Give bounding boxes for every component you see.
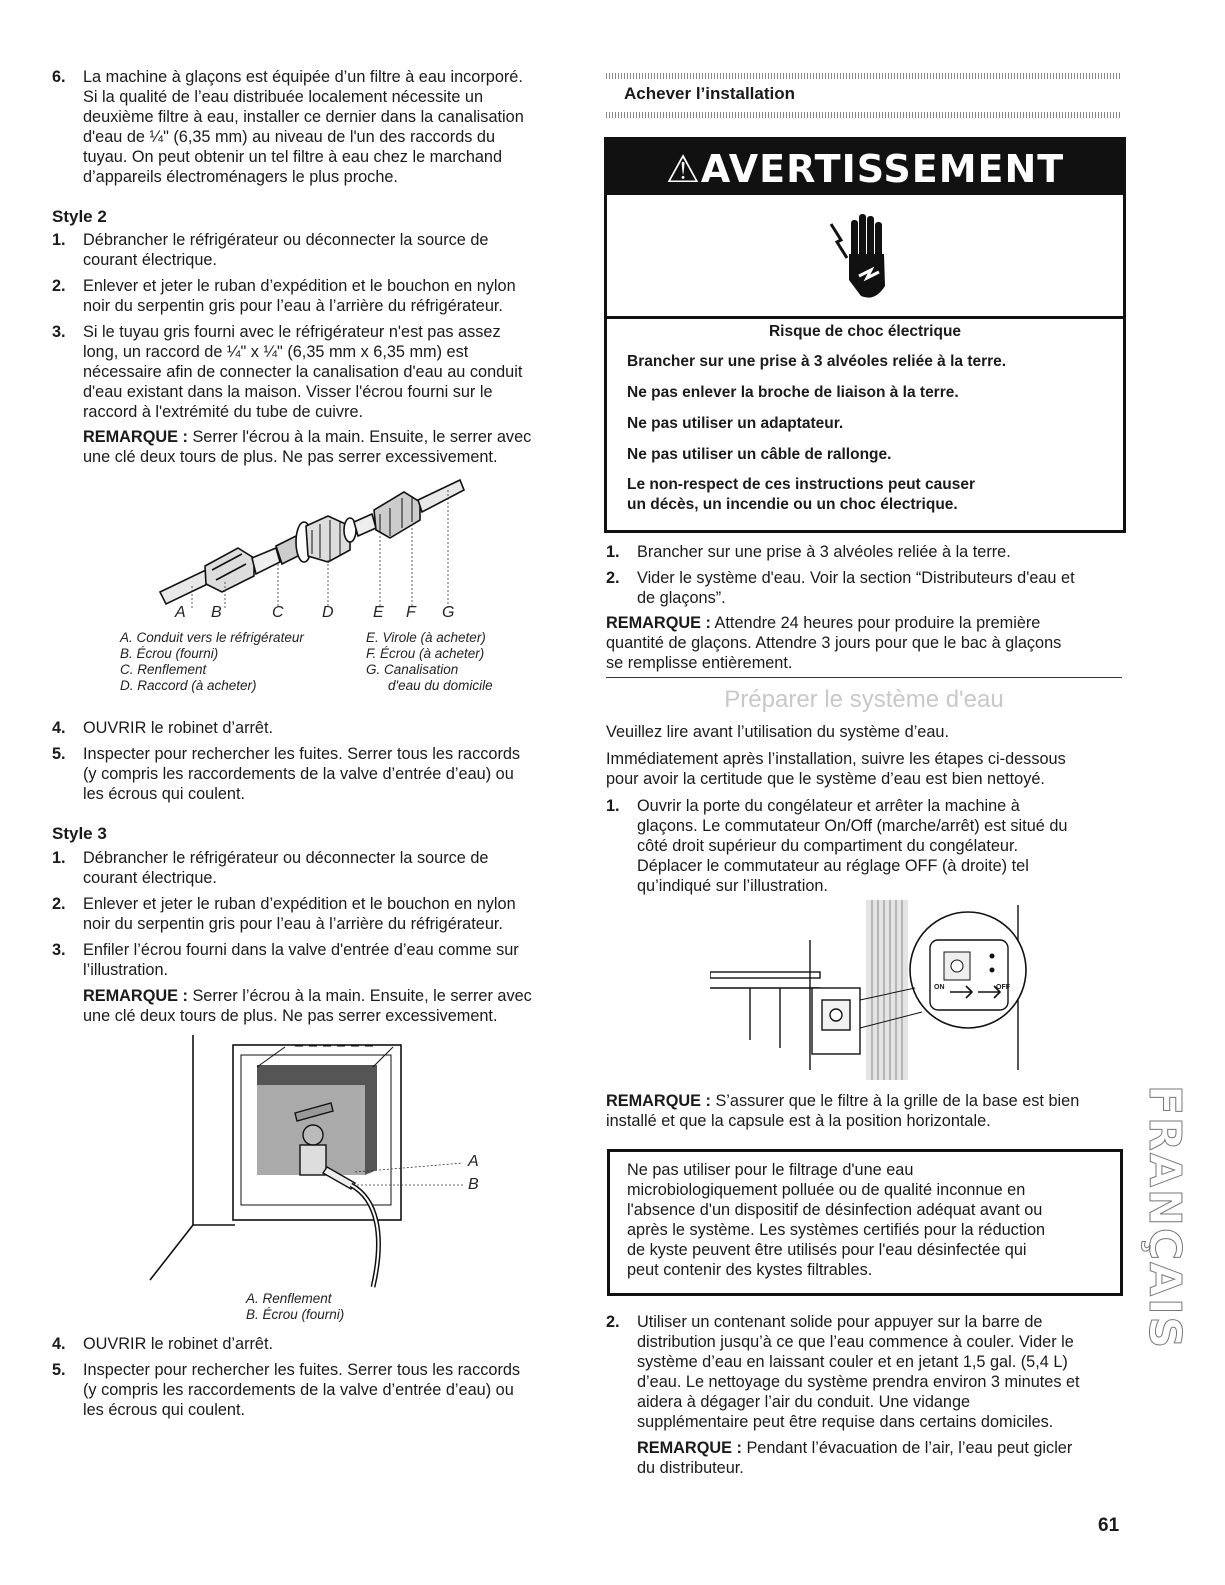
section-title: Préparer le système d'eau bbox=[724, 686, 1004, 713]
switch-on-label: ON bbox=[934, 984, 945, 991]
note: REMARQUE : Serrer l'écrou à la main. Ensuite, le serrer avec une clé deux tours de plus. Ne pas serrer excessivement. bbox=[83, 428, 532, 466]
section-heading: Style 2 bbox=[52, 207, 107, 226]
divider bbox=[606, 677, 1122, 678]
figure-letter-g: G bbox=[442, 604, 455, 621]
figure-letter-f: F bbox=[406, 604, 416, 621]
icemaker-switch-diagram bbox=[710, 900, 1030, 1080]
figure-legend: E. Virole (à acheter) F. Écrou (à acheter) G. Canalisation d'eau du domicile bbox=[366, 630, 493, 693]
electric-shock-hand-icon bbox=[829, 210, 899, 310]
note: REMARQUE : Serrer l’écrou à la main. Ensuite, le serrer avec une clé deux tours de plus. Ne pas serrer excessivement. bbox=[83, 987, 532, 1025]
note: REMARQUE : S’assurer que le filtre à la grille de la base est bien installé et que la capsule est à la position horizontale. bbox=[606, 1092, 1080, 1130]
warning-box: ⚠AVERTISSEMENT Risque de choc électrique Brancher sur une prise à 3 alvéoles reliée à la terre. Ne pas enlever la broche de liaison à la terre. Ne pas utiliser un adaptateur. Ne pas utiliser un câble de rallonge. Le non-respect de ces instructions peut causer un décès, un incendie ou un choc électrique. bbox=[604, 137, 1126, 533]
fitting-diagram bbox=[150, 470, 480, 610]
figure-letter-d: D bbox=[322, 604, 334, 621]
warning-header: ⚠AVERTISSEMENT bbox=[607, 140, 1123, 195]
valve-box-diagram bbox=[145, 1035, 485, 1290]
warning-triangle-icon: ⚠ bbox=[665, 147, 701, 191]
figure-letter-a: A bbox=[468, 1153, 479, 1170]
notice-box: Ne pas utiliser pour le filtrage d'une eau microbiologiquement polluée ou de qualité inconnue en l'absence d'un dispositif de désinfection adéquat avant ou après le système. Les systèmes certifiés pour la réduction de kyste peuvent être utilisés pour l'eau désinfectée qui peut contenir des kystes filtrables. bbox=[607, 1149, 1123, 1296]
figure-letter-b: B bbox=[211, 604, 222, 621]
note: REMARQUE : Pendant l’évacuation de l’air, l’eau peut gicler du distributeur. bbox=[637, 1439, 1073, 1477]
warning-icon-area bbox=[607, 198, 1123, 319]
section-title: Achever l’installation bbox=[624, 84, 795, 103]
divider bbox=[606, 112, 1122, 118]
note: REMARQUE : Attendre 24 heures pour produire la première quantité de glaçons. Attendre 3 jours pour que le bac à glaçons se remplisse entièrement. bbox=[606, 614, 1062, 672]
switch-off-label: OFF bbox=[996, 984, 1010, 991]
figure-legend: A. Conduit vers le réfrigérateur B. Écrou (fourni) C. Renflement D. Raccord (à acheter) bbox=[120, 630, 304, 693]
figure-letter-c: C bbox=[272, 604, 284, 621]
warning-consequence: Le non-respect de ces instructions peut causer un décès, un incendie ou un choc électrique. bbox=[627, 476, 975, 513]
page-number: 61 bbox=[1098, 1515, 1120, 1536]
figure-letter-a: A bbox=[175, 604, 186, 621]
figure-letter-b: B bbox=[468, 1176, 479, 1193]
paragraph: Veuillez lire avant l’utilisation du système d’eau. bbox=[606, 723, 949, 741]
figure-legend: A. Renflement B. Écrou (fourni) bbox=[246, 1291, 345, 1322]
section-heading: Style 3 bbox=[52, 824, 107, 843]
divider bbox=[606, 73, 1122, 79]
language-side-tab: FRANÇAIS bbox=[1139, 1085, 1190, 1351]
paragraph: Immédiatement après l’installation, suivre les étapes ci-dessous pour avoir la certitude que le système d’eau est bien nettoyé. bbox=[606, 750, 1066, 788]
figure-letter-e: E bbox=[373, 604, 384, 621]
